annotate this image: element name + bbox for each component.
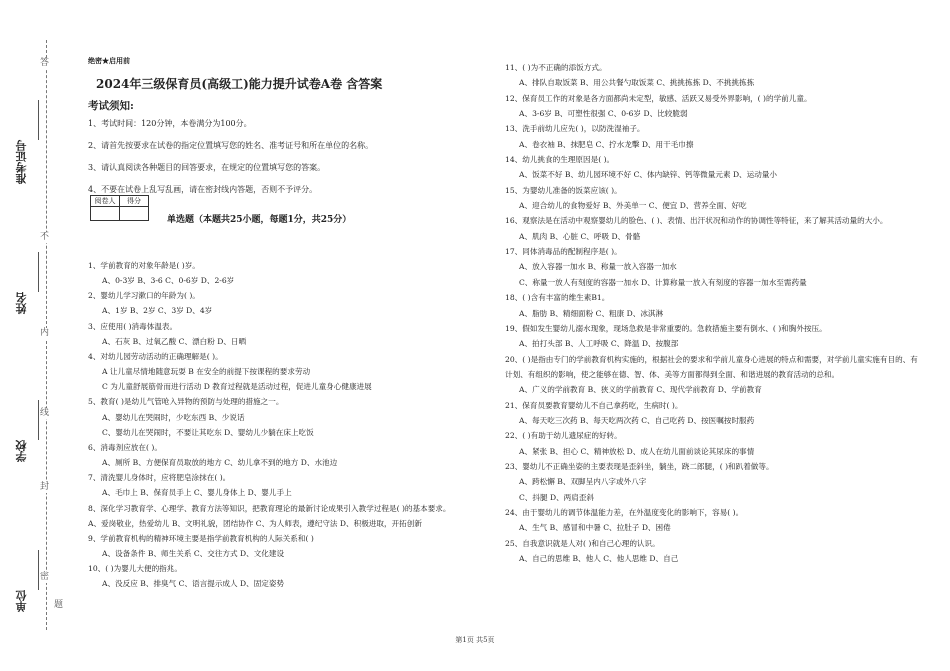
notice-item: 3、请认真阅读各种题目的回答要求，在规定的位置填写您的答案。 xyxy=(88,163,326,172)
answer-options[interactable]: A、没反应 B、排臭气 C、语言提示成人 D、固定姿势 xyxy=(102,579,285,589)
question-text: 2、婴幼儿学习漱口的年龄为( )。 xyxy=(88,291,200,301)
seal-word: 内 xyxy=(40,328,50,338)
answer-options[interactable]: A、生气 B、感冒和中暑 C、拉肚子 D、困倦 xyxy=(519,523,671,533)
answer-options[interactable]: A、1岁 B、2岁 C、3岁 D、4岁 xyxy=(102,306,213,316)
seal-word: 不 xyxy=(40,232,50,242)
question xyxy=(88,349,488,394)
question xyxy=(505,459,920,505)
score-box xyxy=(90,195,149,221)
unit-label: 单位 xyxy=(15,590,28,612)
notice-list xyxy=(88,113,488,201)
question-text: 15、为婴幼儿准备的饭菜应该( )。 xyxy=(505,185,622,195)
notice-item: 4、不要在试卷上乱写乱画，请在密封线内答题，否则不予评分。 xyxy=(88,185,318,194)
notice-heading: 考试须知: xyxy=(88,100,134,112)
question xyxy=(505,244,920,290)
answer-options[interactable]: A、紧张 B、担心 C、精神放松 D、成人在幼儿面前谈论其尿床的事情 xyxy=(519,446,755,456)
seal-word: 答 xyxy=(40,58,50,68)
question xyxy=(505,183,920,214)
question xyxy=(505,536,920,567)
notice-item: 2、请首先按要求在试卷的指定位置填写您的姓名、准考证号和所在单位的名称。 xyxy=(88,141,374,150)
answer-options[interactable]: A、肌肉 B、心脏 C、呼吸 D、骨骼 xyxy=(519,231,641,241)
question-text: 20、( )是指由专门的学前教育机构实施的，根据社会的要求和学前儿童身心进展的特点和需要，对学前儿童实施有目的、有计划、有组织的影响，使之能够在德、智、体、美等方面都得到全面、和谐进展的教育活动的总和。 xyxy=(505,354,918,379)
seal-word: 封 xyxy=(40,482,50,492)
question-text: 1、学前教育的对象年龄是( )岁。 xyxy=(88,261,200,270)
question-text: 3、应使用( )消毒体温表。 xyxy=(88,321,178,331)
question xyxy=(505,352,920,398)
question-text: 24、由于婴幼儿的调节体温能力差，在外温度变化的影响下，容易( )。 xyxy=(505,507,744,517)
question-text: 17、同体消毒品的配制程序是( )。 xyxy=(505,247,622,257)
secret-mark: 绝密★启用前 xyxy=(88,56,130,65)
score-cell[interactable] xyxy=(120,207,149,221)
question-text: 14、幼儿挑食的生理原因是( )。 xyxy=(505,155,615,165)
answer-options[interactable]: C、抖腿 D、两肩歪斜 xyxy=(519,492,595,502)
question xyxy=(505,290,920,321)
question xyxy=(505,213,920,244)
question-text: 9、学前教育机构的精神环境主要是指学前教育机构的人际关系和( ) xyxy=(88,533,314,543)
answer-options[interactable]: A、卷衣袖 B、抹肥皂 C、拧水龙擊 D、用干毛巾擦 xyxy=(519,139,694,149)
answer-options[interactable]: A、婴幼儿在哭闹时，少吃东西 B、少说话 xyxy=(102,412,245,422)
seal-word: 密 xyxy=(40,572,50,582)
name-label: 姓名 xyxy=(15,292,28,314)
question xyxy=(88,561,488,591)
answer-options[interactable]: A、饭菜不好 B、幼儿园环境不好 C、体内缺锌、钙等微量元素 D、运动量小 xyxy=(519,170,778,180)
question xyxy=(505,505,920,536)
question xyxy=(88,501,488,531)
answer-options[interactable]: A、每天吃三次药 B、每天吃两次药 C、自己吃药 D、按医嘱按时服药 xyxy=(519,415,755,425)
section-heading: 单选题（本题共25小题，每题1分，共25分） xyxy=(167,215,352,225)
page-footer: 第1页 共5页 xyxy=(455,636,495,644)
question xyxy=(505,428,920,459)
answer-options[interactable]: A、排队自取饭菜 B、用公共餐勺取饭菜 C、挑挑拣拣 D、不挑挑拣拣 xyxy=(519,78,755,88)
answer-options[interactable]: C、称量一放人有刻度的容器一加水 D、计算称量一放入有刻度的容器一加水至需药量 xyxy=(519,277,807,287)
question-text: 21、保育员要教育婴幼儿不自己拿药吃，生病时( )。 xyxy=(505,400,683,410)
question xyxy=(505,91,920,122)
notice-item: 1、考试时间：120分钟，本卷满分为100分。 xyxy=(88,119,252,128)
question-text: 19、假如发生婴幼儿溺水现象，现场急救是非常重要的。急救措施主要有倒水、( )和胸外按压。 xyxy=(505,323,827,333)
answer-options[interactable]: A、0-3岁 B、3-6 C、0-6岁 D、2-6岁 xyxy=(102,276,235,286)
answer-options[interactable]: A、3-6岁 B、可塑性很强 C、0-6岁 D、比较脆弱 xyxy=(519,109,688,119)
question-text: 23、婴幼儿不正确坐姿的主要表现是歪斜坐，躺坐，跷二郎腿，( )和趴着做等。 xyxy=(505,461,774,471)
question xyxy=(88,319,488,349)
answer-options[interactable]: A、自己的思维 B、他人 C、他人思维 D、自己 xyxy=(519,554,679,563)
left-header xyxy=(88,56,488,201)
answer-options[interactable]: A、迎合幼儿的食物爱好 B、外美单一 C、便宜 D、营养全面、好吃 xyxy=(519,201,747,211)
grader-cell[interactable] xyxy=(91,207,120,221)
question-text: 16、观察法是在活动中观察婴幼儿的脸色、( )、表情、出汗状况和动作的协调性等特征，来了解其活动量的大小。 xyxy=(505,216,888,226)
unit-field[interactable] xyxy=(14,590,42,615)
binding-margin xyxy=(0,0,62,671)
answer-options[interactable]: A、拍打头部 B、人工呼吸 C、降温 D、按腹部 xyxy=(519,339,679,349)
seal-word: 题 xyxy=(54,600,64,610)
answer-options[interactable]: A、爱岗敬业，热爱幼儿 B、文明礼貌，团结协作 C、为人师表，遵纪守法 D、积极进取，开拓创新 xyxy=(88,518,422,528)
question xyxy=(88,470,488,500)
answer-options[interactable]: A、脂肪 B、精细面粉 C、粗康 D、冰淇淋 xyxy=(519,308,664,318)
page-title: 2024年三级保育员(高级工)能力提升试卷A卷 含答案 xyxy=(96,77,383,91)
exam-number-field[interactable] xyxy=(14,140,42,187)
question xyxy=(88,258,488,288)
answer-options[interactable]: A、设备条件 B、师生关系 C、交往方式 D、文化建设 xyxy=(102,548,285,558)
question xyxy=(505,152,920,183)
question-text: 7、清洗婴儿身体时，应将肥皂涂抹在( )。 xyxy=(88,473,231,483)
answer-options[interactable]: A、跨松懈 B、双脚呈内八字或外八字 xyxy=(519,477,647,487)
question xyxy=(88,288,488,318)
question xyxy=(505,321,920,352)
school-label: 学校 xyxy=(15,440,28,462)
name-field[interactable] xyxy=(14,292,42,317)
answer-options[interactable]: A、厕所 B、方便保育员取放的地方 C、幼儿拿不到的地方 D、水池边 xyxy=(102,458,338,468)
answer-options[interactable]: A 让儿童尽情地随意玩耍 B 在安全的前提下按课程的要求劳动 xyxy=(102,367,311,377)
question xyxy=(505,60,920,91)
answer-options[interactable]: C 为儿童舒展筋骨而进行活动 D 教育过程就是活动过程，促进儿童身心健康进展 xyxy=(102,382,372,392)
question-text: 22、( )有助于幼儿遗尿症的好转。 xyxy=(505,431,622,441)
seal-word: 线 xyxy=(40,408,50,418)
question-text: 8、深化学习教育学、心理学、教育方法等知识，把教育理论的最新讨论成果引入教学过程是( )的基本要求。 xyxy=(88,503,451,513)
question xyxy=(88,394,488,439)
answer-options[interactable]: A、毛巾上 B、保育员手上 C、婴儿身体上 D、婴儿手上 xyxy=(102,488,292,498)
question-text: 4、对幼儿园劳动活动的正确理解是( )。 xyxy=(88,351,223,361)
right-question-list xyxy=(505,60,920,566)
answer-options[interactable]: A、广义的学前教育 B、狭义的学前教育 C、现代学前教育 D、学前教育 xyxy=(519,385,762,395)
question-text: 11、( )为不正确的添饭方式。 xyxy=(505,63,607,72)
exam-number-label: 准考证号 xyxy=(15,140,28,184)
answer-options[interactable]: C、婴幼儿在哭闹时，不要让其吃东 D、婴幼儿少躺在床上吃饭 xyxy=(102,427,314,437)
score-label: 得分 xyxy=(120,196,149,207)
answer-options[interactable]: A、放入容器一加水 B、称量一放入容器一加水 xyxy=(519,262,677,272)
question xyxy=(505,398,920,429)
school-field[interactable] xyxy=(14,440,42,465)
question-text: 6、消毒剂应放在( )。 xyxy=(88,442,162,452)
question-text: 18、( )含有丰富的维生素B1。 xyxy=(505,293,610,303)
question xyxy=(88,531,488,561)
question xyxy=(88,440,488,470)
left-question-list xyxy=(88,258,488,591)
question xyxy=(505,121,920,152)
question-text: 5、教育( )是幼儿气管呛入异物的预防与处理的措施之一。 xyxy=(88,397,284,407)
question-text: 12、保育员工作的对象是各方面都尚未定型，敏感、活跃又易受外界影响，( )的学前儿童。 xyxy=(505,93,812,103)
question-text: 25、自我意识就是人对( )和自己心理的认识。 xyxy=(505,538,660,548)
question-text: 10、( )为婴儿大便的指兆。 xyxy=(88,564,182,574)
answer-options[interactable]: A、石灰 B、过氧乙酸 C、漂白粉 D、日晒 xyxy=(102,336,247,346)
grader-label: 阅卷人 xyxy=(91,196,120,207)
question-text: 13、洗手前幼儿应先( )，以防洗湿袖子。 xyxy=(505,124,645,134)
